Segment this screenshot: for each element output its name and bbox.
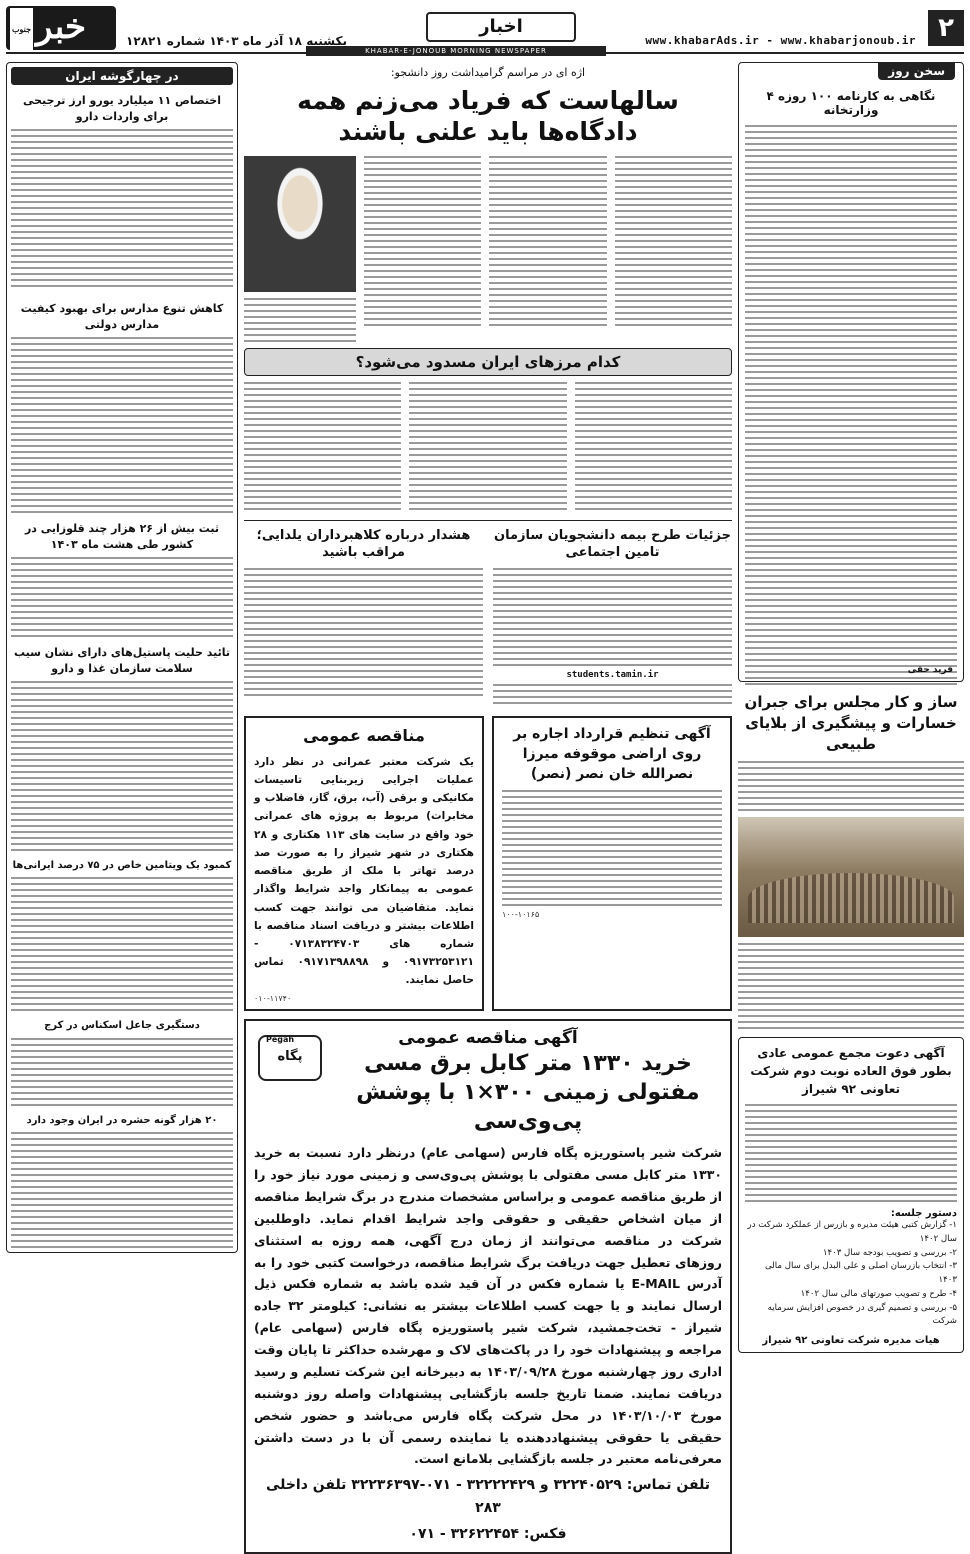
lead-portrait — [244, 156, 356, 292]
masthead — [6, 6, 964, 54]
parliament-photo — [738, 817, 964, 937]
pegah-logo-en: Pegah — [266, 1034, 295, 1044]
lead-photo-col — [244, 156, 356, 342]
agenda-item: ۴- طرح و تصویب صورتهای مالی سال ۱۴۰۲ — [800, 1288, 957, 1299]
lead-text — [364, 156, 481, 342]
lead-kicker: اژه ای در مراسم گرامیداشت روز دانشجو: — [390, 66, 586, 79]
pegah-logo — [258, 1035, 322, 1081]
lead-story — [244, 156, 732, 342]
pegah-ad-title: خرید ۱۳۳۰ متر کابل برق مسی مفتولی زمینی ۳۰۰×۱ با پوشش پی‌وی‌سی — [356, 1051, 700, 1134]
insurance-text — [493, 568, 732, 666]
assembly-ad-title: آگهی دعوت مجمع عمومی عادی بطور فوق العاده نوبت دوم شرکت تعاونی ۹۲ شیراز — [750, 1046, 952, 1096]
parliament-headline: ساز و کار مجلس برای جبران خسارات و پیشگیری از بلایای طبیعی — [744, 693, 958, 753]
pegah-ad-tel: تلفن تماس: ۳۲۲۴۰۵۲۹ و ۳۲۲۲۲۴۲۹ - ۰۷۱-۳۲۲۳۶۳۹۷ تلفن داخلی ۲۸۳ — [265, 1477, 711, 1516]
news-text — [11, 129, 233, 287]
assembly-agenda-label: دستور جلسه: — [890, 1208, 957, 1219]
borders-story — [244, 382, 732, 510]
insurance-story — [493, 527, 732, 704]
news-headline: تائید حلیت پاستیل‌های دارای نشان سیب سلامت سازمان غذا و دارو — [13, 645, 231, 675]
assembly-ad — [738, 1037, 964, 1353]
land-ad-text — [502, 790, 722, 906]
assembly-signature: هیات مدیره شرکت تعاونی ۹۲ شیراز — [762, 1335, 940, 1346]
pegah-logo-fa: پگاه — [277, 1048, 303, 1064]
insurance-text — [493, 684, 732, 704]
news-headline: ۲۰ هزار گونه حشره در ایران وجود دارد — [26, 1114, 218, 1126]
insurance-headline: جزئیات طرح بیمه دانشجویان سازمان تامین اجتماعی — [494, 527, 731, 561]
editorial-author: فرید حقی — [907, 665, 953, 675]
borders-text — [575, 382, 732, 510]
scam-text — [244, 568, 483, 696]
editorial-title: نگاهی به کارنامه ۱۰۰ روزه ۴ وزارتخانه — [766, 89, 936, 117]
ads-row — [244, 716, 732, 1011]
borders-text — [244, 382, 401, 510]
news-headline: ثبت بیش از ۲۶ هزار چند قلوزایی در کشور طی هشت ماه ۱۴۰۳ — [24, 521, 220, 551]
site-url[interactable]: www.khabarAds.ir - www.khabarjonoub.ir — [645, 34, 916, 47]
parliament-text-2 — [738, 943, 964, 1029]
scam-story — [244, 527, 483, 704]
pegah-tender-ad — [244, 1019, 732, 1554]
news-text — [11, 1132, 233, 1248]
land-ad-ref: ۱۰۰-۱۰۱۶۵ — [502, 910, 540, 920]
land-lease-ad — [492, 716, 732, 1011]
logo-subtitle: جنوب — [10, 8, 33, 50]
agenda-item: ۲- بررسی و تصویب بودجه سال ۱۴۰۳ — [822, 1247, 957, 1258]
tender-ad — [244, 716, 484, 1011]
news-text — [11, 877, 233, 1011]
news-text — [11, 557, 233, 637]
tender-ad-title: مناقصه عمومی — [303, 725, 425, 745]
roundup-tag: در چهارگوشه ایران — [11, 67, 233, 85]
editorial-box — [738, 62, 964, 682]
borders-text — [409, 382, 566, 510]
insurance-website[interactable]: students.tamin.ir — [566, 669, 659, 680]
logo-text: خبر — [35, 7, 87, 47]
editorial-tag: سخن روز — [878, 62, 955, 80]
issue-date: یکشنبه ۱۸ آذر ماه ۱۴۰۳ شماره ۱۲۸۲۱ — [126, 34, 347, 48]
page-number: ۲ — [928, 10, 964, 46]
editorial-text — [745, 125, 957, 685]
agenda-item: ۳- انتخاب بازرسان اصلی و علی البدل برای سال مالی ۱۴۰۳ — [764, 1261, 957, 1285]
left-column — [6, 62, 238, 1426]
news-headline: کاهش تنوع مدارس برای بهبود کیفیت مدارس دولتی — [20, 301, 224, 331]
land-ad-title: آگهی تنظیم قرارداد اجاره بر روی اراضی موقوفه میرزا نصرالله خان نصر (نصر) — [513, 725, 711, 783]
news-headline: دستگیری جاعل اسکناس در کرج — [44, 1020, 200, 1031]
lead-headline: سالهاست که فریاد می‌زنم همه دادگاه‌ها باید علنی باشند — [297, 86, 679, 147]
agenda-item: ۵- بررسی و تصمیم گیری در خصوص افزایش سرمایه شرکت — [767, 1302, 957, 1327]
pegah-ad-text: شرکت شیر پاستوریزه پگاه فارس (سهامی عام) درنظر دارد نسبت به خرید ۱۳۳۰ متر کابل مسی مفتولی با پوشش پی‌وی‌سی و زمینی مورد نیاز خود را از طریق مناقصه عمومی و براساس مشخصات مندرج در برگ شرایط مناقصه از میان اشخاص حقیقی و حقوقی واجد شرایط اقدام نماید. داوطلبین شرکت در مناقصه می‌توانند از زمان درج آگهی، همه روزه به استثنای روزهای تعطیل جهت دریافت برگ شرایط مناقصه، درخواست کتبی خود را به آدرس E-MAIL یا شماره فکس در آن قید شده باشد به شماره فکس ذیل ارسال نمایند و یا جهت کسب اطلاعات بیشتر به نشانی: کیلومتر ۳۲ جاده شیراز - تخت‌جمشید، شرکت شیر پاستوریزه پگاه فارس (سهامی عام) مراجعه و پیشنهادات خود را در پاکت‌های لاک و مهرشده حداکثر تا پایان وقت اداری روز چهارشنبه مورخ ۱۴۰۳/۰۹/۲۸ به دبیرخانه این شرکت تسلیم و رسید دریافت نمایند. ضمنا تاریخ جلسه بازگشایی پیشنهادات واصله روز دوشنبه مورخ ۱۴۰۳/۱۰/۰۳ در محل شرکت پگاه فارس می‌باشد و حضور شخص حقیقی یا حقوقی پیشنهاددهنده یا نماینده رسمی آن با در دست داشتن معرفی‌نامه معتبر در جلسه بازگشایی بلامانع است. — [254, 1145, 723, 1467]
scam-headline: هشدار درباره کلاهبرداران یلدایی؛ مراقب باشید — [256, 527, 471, 561]
assembly-ad-text — [745, 1104, 957, 1202]
parliament-text — [738, 761, 964, 811]
news-headline: اختصاص ۱۱ میلیارد یورو ارز ترجیحی برای واردات دارو — [22, 94, 222, 123]
middle-stories — [244, 520, 732, 704]
agenda-item: ۱- گزارش کتبی هیئت مدیره و بازرس از عملکرد شرکت در سال ۱۴۰۲ — [747, 1220, 957, 1244]
news-text — [11, 681, 233, 851]
section-title: اخبار — [426, 12, 576, 42]
news-headline: کمبود یک ویتامین خاص در ۷۵ درصد ایرانی‌ها — [12, 859, 232, 871]
right-column — [738, 62, 964, 1426]
tender-ad-text: یک شرکت معتبر عمرانی در نظر دارد عملیات اجرایی زیربنایی تاسیسات مکانیکی و برقی (آب، برق، گاز، فاضلاب و مخابرات) مربوط به پروژه های عمرانی خود واقع در سایت های ۱۱۳ هکتاری و ۲۸ هکتاری در شهر شیراز را به صورت صد درصد تهاتر با ملک از طریق مناقصه عمومی به پیمانکار واجد شرایط واگذار نماید. متقاضیان می توانند جهت کسب اطلاعات بیشتر و دریافت اسناد مناقصه با شماره های ۰۷۱۳۸۳۲۴۷۰۳ - ۰۹۱۷۳۲۵۳۱۲۱ و ۰۹۱۷۱۳۹۸۸۹۸ تماس حاصل نمایند. — [254, 755, 475, 987]
newspaper-strip: KHABAR-E-JONOUB MORNING NEWSPAPER — [306, 46, 606, 56]
news-text — [11, 337, 233, 513]
tender-ad-ref: ۰۱۰-۱۱۷۴۰ — [254, 993, 292, 1003]
pegah-ad-kicker: آگهی مناقصه عمومی — [398, 1027, 578, 1048]
newspaper-logo — [6, 6, 116, 50]
assembly-agenda — [745, 1219, 957, 1329]
pegah-ad-fax: فکس: ۳۲۶۲۲۴۵۴ - ۰۷۱ — [409, 1526, 567, 1543]
lead-text — [244, 298, 356, 342]
main-column — [244, 62, 732, 1543]
news-roundup — [6, 62, 238, 1253]
lead-text — [489, 156, 606, 342]
news-text — [11, 1038, 233, 1106]
borders-headline: کدام مرزهای ایران مسدود می‌شود؟ — [244, 348, 732, 376]
lead-text — [615, 156, 732, 342]
